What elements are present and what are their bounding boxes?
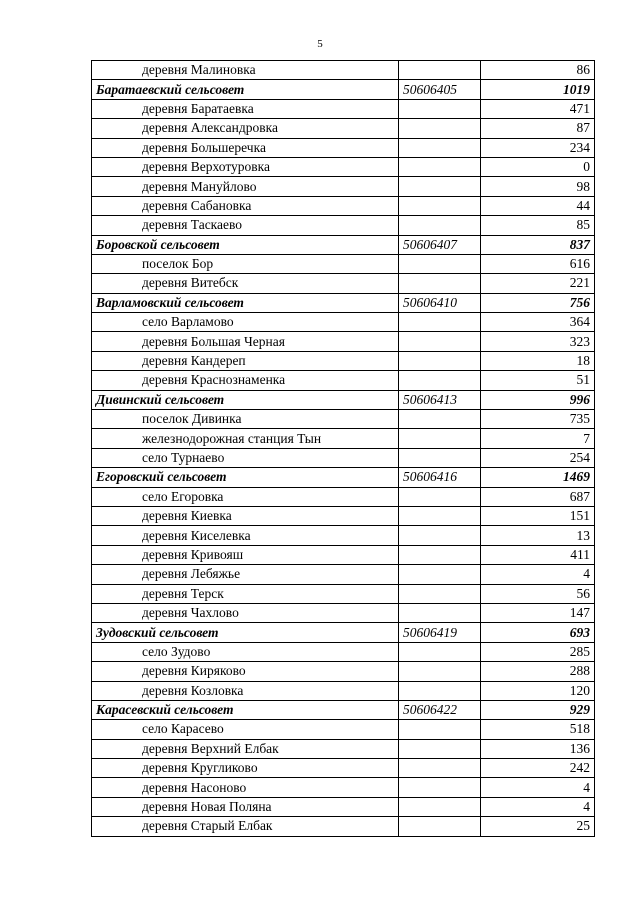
population-count: 98 (481, 177, 595, 196)
oktmo-code (399, 371, 481, 390)
oktmo-code: 50606413 (399, 390, 481, 409)
settlement-row (92, 662, 595, 681)
population-count: 288 (481, 662, 595, 681)
settlement-row (92, 332, 595, 351)
population-count: 687 (481, 487, 595, 506)
settlement-name: деревня Малиновка (92, 61, 399, 80)
oktmo-code (399, 720, 481, 739)
settlement-row (92, 545, 595, 564)
settlement-name: село Карасево (92, 720, 399, 739)
council-row (92, 623, 595, 642)
population-count: 234 (481, 138, 595, 157)
settlement-row (92, 216, 595, 235)
population-count: 86 (481, 61, 595, 80)
population-count: 51 (481, 371, 595, 390)
settlement-row (92, 642, 595, 661)
settlement-row (92, 196, 595, 215)
settlement-row (92, 506, 595, 525)
settlements-table (91, 60, 595, 837)
population-count: 136 (481, 739, 595, 758)
oktmo-code (399, 274, 481, 293)
settlement-row (92, 797, 595, 816)
settlement-name: деревня Большеречка (92, 138, 399, 157)
population-count: 616 (481, 254, 595, 273)
oktmo-code (399, 313, 481, 332)
oktmo-code (399, 61, 481, 80)
oktmo-code (399, 138, 481, 157)
settlement-name: село Варламово (92, 313, 399, 332)
council-row (92, 293, 595, 312)
population-count: 87 (481, 119, 595, 138)
settlement-row (92, 119, 595, 138)
settlement-name: деревня Старый Елбак (92, 817, 399, 836)
settlement-name: деревня Козловка (92, 681, 399, 700)
oktmo-code (399, 739, 481, 758)
settlement-name: село Егоровка (92, 487, 399, 506)
council-row (92, 80, 595, 99)
settlement-row (92, 448, 595, 467)
oktmo-code (399, 332, 481, 351)
oktmo-code: 50606419 (399, 623, 481, 642)
population-count: 242 (481, 759, 595, 778)
oktmo-code (399, 545, 481, 564)
settlement-row (92, 177, 595, 196)
settlement-row (92, 429, 595, 448)
population-count: 929 (481, 700, 595, 719)
council-name: Варламовский сельсовет (92, 293, 399, 312)
settlement-row (92, 410, 595, 429)
population-count: 25 (481, 817, 595, 836)
oktmo-code (399, 642, 481, 661)
settlement-name: деревня Чахлово (92, 603, 399, 622)
population-count: 411 (481, 545, 595, 564)
population-count: 4 (481, 778, 595, 797)
settlement-name: деревня Терск (92, 584, 399, 603)
council-row (92, 468, 595, 487)
settlement-name: деревня Краснознаменка (92, 371, 399, 390)
settlement-row (92, 681, 595, 700)
settlement-name: поселок Дивинка (92, 410, 399, 429)
council-name: Егоровский сельсовет (92, 468, 399, 487)
oktmo-code: 50606422 (399, 700, 481, 719)
population-count: 151 (481, 506, 595, 525)
population-count: 0 (481, 157, 595, 176)
settlement-name: деревня Лебяжье (92, 565, 399, 584)
council-row (92, 390, 595, 409)
settlements-table-body (92, 61, 595, 837)
population-count: 735 (481, 410, 595, 429)
population-count: 323 (481, 332, 595, 351)
oktmo-code (399, 448, 481, 467)
settlement-row (92, 720, 595, 739)
settlement-row (92, 759, 595, 778)
population-count: 364 (481, 313, 595, 332)
settlement-name: деревня Киряково (92, 662, 399, 681)
oktmo-code (399, 157, 481, 176)
settlement-row (92, 739, 595, 758)
oktmo-code (399, 526, 481, 545)
oktmo-code: 50606416 (399, 468, 481, 487)
population-count: 837 (481, 235, 595, 254)
settlement-row (92, 313, 595, 332)
settlement-name: деревня Кандереп (92, 351, 399, 370)
settlement-row (92, 526, 595, 545)
population-count: 756 (481, 293, 595, 312)
settlement-row (92, 584, 595, 603)
council-name: Карасевский сельсовет (92, 700, 399, 719)
population-count: 4 (481, 565, 595, 584)
page-number: 5 (317, 38, 323, 50)
council-name: Баратаевский сельсовет (92, 80, 399, 99)
settlement-name: деревня Баратаевка (92, 99, 399, 118)
oktmo-code (399, 506, 481, 525)
settlement-row (92, 254, 595, 273)
oktmo-code (399, 759, 481, 778)
settlement-row (92, 487, 595, 506)
settlement-name: деревня Александровка (92, 119, 399, 138)
oktmo-code (399, 99, 481, 118)
settlement-name: деревня Большая Черная (92, 332, 399, 351)
settlement-name: деревня Насоново (92, 778, 399, 797)
population-count: 120 (481, 681, 595, 700)
settlement-row (92, 817, 595, 836)
population-count: 147 (481, 603, 595, 622)
oktmo-code (399, 119, 481, 138)
settlement-name: деревня Кругликово (92, 759, 399, 778)
population-count: 13 (481, 526, 595, 545)
settlement-name: железнодорожная станция Тын (92, 429, 399, 448)
oktmo-code (399, 216, 481, 235)
oktmo-code (399, 429, 481, 448)
settlement-name: село Зудово (92, 642, 399, 661)
settlement-row (92, 157, 595, 176)
settlement-row (92, 603, 595, 622)
oktmo-code (399, 254, 481, 273)
settlement-row (92, 138, 595, 157)
oktmo-code (399, 662, 481, 681)
oktmo-code (399, 797, 481, 816)
settlement-row (92, 99, 595, 118)
oktmo-code (399, 196, 481, 215)
settlement-row (92, 61, 595, 80)
council-row (92, 700, 595, 719)
oktmo-code (399, 778, 481, 797)
oktmo-code: 50606405 (399, 80, 481, 99)
oktmo-code (399, 565, 481, 584)
population-count: 996 (481, 390, 595, 409)
population-count: 471 (481, 99, 595, 118)
population-count: 44 (481, 196, 595, 215)
oktmo-code: 50606410 (399, 293, 481, 312)
population-count: 285 (481, 642, 595, 661)
population-count: 56 (481, 584, 595, 603)
oktmo-code (399, 177, 481, 196)
settlement-name: деревня Верхотуровка (92, 157, 399, 176)
population-count: 254 (481, 448, 595, 467)
oktmo-code (399, 351, 481, 370)
settlement-name: деревня Витебск (92, 274, 399, 293)
population-count: 693 (481, 623, 595, 642)
settlement-name: деревня Таскаево (92, 216, 399, 235)
settlement-name: деревня Киселевка (92, 526, 399, 545)
oktmo-code (399, 410, 481, 429)
oktmo-code (399, 681, 481, 700)
settlement-name: деревня Киевка (92, 506, 399, 525)
settlement-name: поселок Бор (92, 254, 399, 273)
settlement-row (92, 371, 595, 390)
oktmo-code (399, 584, 481, 603)
settlement-name: деревня Мануйлово (92, 177, 399, 196)
population-count: 7 (481, 429, 595, 448)
population-count: 1469 (481, 468, 595, 487)
settlement-name: деревня Верхний Елбак (92, 739, 399, 758)
council-name: Боровской сельсовет (92, 235, 399, 254)
population-count: 4 (481, 797, 595, 816)
oktmo-code (399, 817, 481, 836)
settlement-name: деревня Кривояш (92, 545, 399, 564)
population-count: 518 (481, 720, 595, 739)
oktmo-code (399, 487, 481, 506)
settlement-name: село Турнаево (92, 448, 399, 467)
population-count: 1019 (481, 80, 595, 99)
settlement-name: деревня Сабановка (92, 196, 399, 215)
population-count: 85 (481, 216, 595, 235)
settlement-row (92, 778, 595, 797)
population-count: 18 (481, 351, 595, 370)
population-count: 221 (481, 274, 595, 293)
council-name: Дивинский сельсовет (92, 390, 399, 409)
oktmo-code (399, 603, 481, 622)
oktmo-code: 50606407 (399, 235, 481, 254)
settlement-row (92, 351, 595, 370)
settlement-row (92, 565, 595, 584)
council-name: Зудовский сельсовет (92, 623, 399, 642)
settlement-row (92, 274, 595, 293)
council-row (92, 235, 595, 254)
settlement-name: деревня Новая Поляна (92, 797, 399, 816)
